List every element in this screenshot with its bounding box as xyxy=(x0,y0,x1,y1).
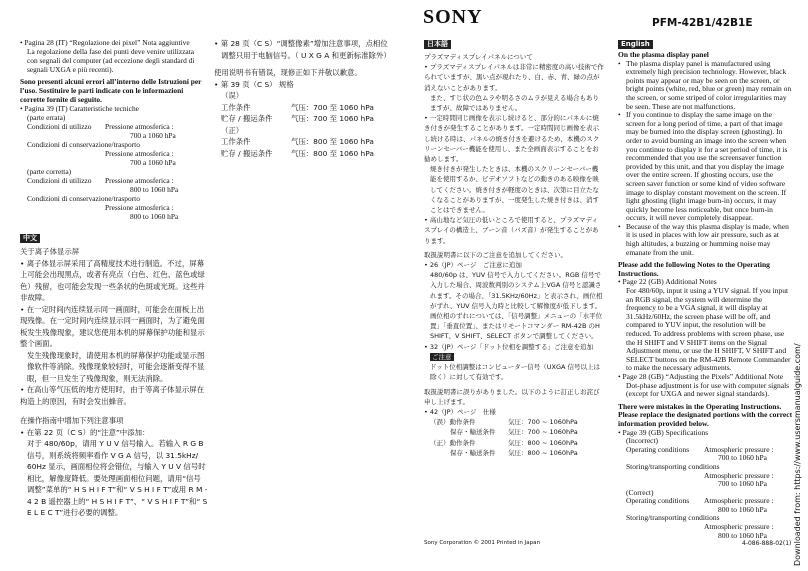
english-label: English xyxy=(618,40,653,49)
model-number: PFM-42B1/42B1E xyxy=(652,17,753,29)
japanese-bullet-1b: また、すじ状の色ムラや明るさのムラが見える場合もありますが、故障ではありません。 xyxy=(430,93,599,113)
japanese-add-1c: 画位相のずれについては、「信号調整」メニューの「水平位置」「垂直位置」、またはリモートコマンダー RM-42B のH SHIFT、V SHIFT、SELECT ボタンで調整してください。 xyxy=(430,312,603,341)
chinese-top-l1: • 第 28 页（C S）“调整像素”增加注意事项，点相位 xyxy=(214,39,388,48)
japanese-wrong2: 保存・輸送条件 xyxy=(450,428,496,437)
english-op-v1: Atmospheric pressure : xyxy=(704,444,774,454)
english-p22-body: For 480/60p, input it using a YUV signal. If you input an RGB signal, the system will determine the frequency to be a VGA signal, it will display at 31.5kHz/60Hz, the screen phase will be off, and compared to YUV input, the resolution will be reduced. To address problems with screen phase, use the H SHIFT and V SHIFT items on the Signal Adjustment menu, or use the H SHIFT, V SHIFT and SELECT buttons on the RM-42B Remote Commander to make the necessary adjustments. xyxy=(626,286,791,373)
english-op-v2: 700 to 1060 hPa xyxy=(718,453,767,463)
chinese-top-wrong: （误） xyxy=(221,91,244,100)
italian-spec-heading: • Pagina 39 (IT) Caratteristiche tecniche xyxy=(20,104,139,113)
italian-column xyxy=(20,38,205,221)
chinese-add-1b: 对于 480/60p，请用 Y U V 信号输入。若输入 R G B 信号，则系统将频率看作 V G A 信号，以 31.5kHz/ 60Hz 显示，画面相位将会错位，与输入 Y U V 信号时相比，解像度降低。要处理画面相位问题，请用“信号调整”菜单的“ H S H I F T”和“ V S H I F T”或用 R M - 4 2 B 遥控器上的“ H S H I F T”、“ V S H I F T”和“ S E L E C T”进行必要的调整。 xyxy=(27,439,208,517)
english-bullet-2: • If you continue to display the same image on the screen for a long period of time, a part of that image may be burned into the display screen (ghosting). In order to avoid burning an image into the screen when you continue to display it for a set period of time, it is recommended that you use the screensaver function provided by this unit, and that you display the image over the entire screen. If ghosting occurs, use the screen saver function or some kind of video software image to display constant movement on the screen. If light ghosting (light image burn-in) occurs, it may quickly become less noticeable, but once burn-in occurs, it will never completely disappear. xyxy=(618,111,793,223)
japanese-right2: 保存・輸送条件 xyxy=(450,448,496,457)
sony-logo: SONY xyxy=(423,6,483,28)
english-err-heading: There were mistakes in the Operating Instructions. Please replace the designated portions with the correct information provided below. xyxy=(618,401,793,428)
japanese-right: （正）動作条件 xyxy=(430,438,476,447)
japanese-bullet-1: • プラズマディスプレイパネルは非常に精密度の高い技術で作られていますが、黒い点が現れたり、白、赤、青、緑の点が消えないことがあります。 xyxy=(424,63,604,92)
english-incorrect: (Incorrect) xyxy=(626,436,659,446)
english-st-v2: 700 to 1060 hPa xyxy=(718,479,767,489)
italian-use2-val: Pressione atmosferica : xyxy=(105,176,174,185)
english-st-v1: Atmospheric pressure : xyxy=(704,470,774,480)
italian-note-pixel: • Pagina 28 (IT) “Regolazione dei pixel” Nota aggiuntive xyxy=(20,38,190,47)
english-op2-v2: 800 to 1060 hPa xyxy=(718,504,767,514)
chinese-add-1: • 在第 22 页（C S）的“注意”中添加： xyxy=(20,427,150,437)
japanese-footer: Sony Corporation © 2001 Printed in Japan xyxy=(424,540,540,546)
english-bullet-3: • Because of the way this plasma display is made, when it is used in places with low air pressure, such as at high altitudes, a buzzing or humming noise may emanate from the unit. xyxy=(618,223,793,257)
english-st2-v2: 800 to 1060 hPa xyxy=(718,530,767,540)
chinese-title: 关于离子体显示屏 xyxy=(20,247,80,256)
english-add-heading: Please add the following Notes to the Operating Instructions. xyxy=(618,260,770,278)
italian-errors-heading: Sono presenti alcuni errori all’interno delle Istruzioni per l’uso. Sostituire le parti indicate con le informazioni corrette fornite di seguito. xyxy=(20,77,202,104)
english-st: Storing/transporting conditions xyxy=(626,461,720,471)
italian-store2-val: Pressione atmosferica : xyxy=(105,203,174,212)
part-number: 4-086-888-02(1) xyxy=(742,540,792,547)
chinese-bullet-3: • 在高山等气压低的地方使用时，由于等离子体显示屏在构造上的原因，有时会发出蜂音。 xyxy=(20,385,205,406)
japanese-spec: • 42（JP）ページ 仕様 xyxy=(424,407,496,416)
italian-note-pixel-body: La regolazione della fase dei punti deve venire utilizzata con segnali del computer (ad eccezione degli standard di segnali UXGA e più recenti). xyxy=(27,47,195,74)
japanese-note-label: ご注意 xyxy=(432,352,452,361)
chinese-top-storage: 贮存 / 搬运条件 xyxy=(221,114,273,123)
italian-use2-val2: 800 to 1060 hPa xyxy=(130,185,179,194)
japanese-column xyxy=(424,52,604,458)
japanese-right-v: 気圧：800 ~ 1060hPa xyxy=(508,438,578,447)
chinese-top-work-v: 气压：700 至 1060 hPa xyxy=(291,102,374,112)
download-source-link[interactable]: Downloaded from: https://www.usersmanualguide.com/ xyxy=(793,343,802,566)
japanese-add-1b: 480/60p は、YUV 信号で入力してください。RGB 信号で入力した場合、周波数判別のシステム上VGA 信号と認識されます。その場合、「31.5KHz/60Hz」と表示され、画位相がずれ、YUV 信号入力時と比較して解像度が低下します。 xyxy=(430,271,603,310)
japanese-add-2b: ドット位相調整はコンピューター信号（UXGA 信号以上は除く）に対して有効です。 xyxy=(430,363,601,382)
japanese-add-heading: 取扱説明書に以下のご注意を追加してください。 xyxy=(424,250,567,259)
italian-store-val2: 700 a 1060 hPa xyxy=(130,158,176,167)
english-p28-body: Dot-phase adjustment is for use with computer signals (except for UXGA and newer signal standards). xyxy=(626,380,790,399)
italian-use-val2: 700 a 1060 hPa xyxy=(130,131,176,140)
chinese-add-heading: 在操作指南中增加下列注意事项 xyxy=(20,416,124,425)
japanese-add-1: • 26（JP）ページ ご注意に追加 xyxy=(424,261,522,270)
chinese-top-l3: 使用说明书有错误，现修正如下并敬以歉意。 xyxy=(214,68,362,77)
chinese-top-right: （正） xyxy=(221,125,244,135)
italian-store-label: Condizioni di conservazione/trasporto xyxy=(27,140,140,149)
english-bullet-1: • The plasma display panel is manufactured using extremely high precision technology. However, black points may appear or may be seen on the screen, or bright points (white, red, blue or green) may remain on the screen, or some striped of color irregularities may be seen. These are not malfunctions. xyxy=(618,60,793,112)
chinese-bullet-2b: 发生残像现象时，请使用本机的屏幕保护功能或显示图像软件等消除。残像现象较轻时，可能会逐渐变得不显眼，但一旦发生了残像现象，则无法消除。 xyxy=(27,350,205,383)
english-op2-v1: Atmospheric pressure : xyxy=(704,496,774,506)
english-p22: • Page 22 (GB) Additional Notes xyxy=(618,277,717,287)
english-st2-v1: Atmospheric pressure : xyxy=(704,522,774,532)
japanese-bullet-2b: 焼き付きが発生したときは、本機のスクリーンセーバー機能を使用するか、ビデオソフトなどの動きのある映像を映してください。焼き付きが軽度のときは、次第に目立たなくなることがありますが、一度発生した焼き付きは、消すことはできません。 xyxy=(430,165,599,215)
chinese-column xyxy=(20,246,208,519)
italian-corretta-label: (parte corretta) xyxy=(27,167,72,176)
japanese-wrong-v: 気圧：700 ~ 1060hPa xyxy=(508,418,578,427)
english-correct: (Correct) xyxy=(626,487,654,497)
italian-use-label: Condizioni di utilizzo xyxy=(27,122,92,131)
chinese-top-work2: 工作条件 xyxy=(221,137,251,146)
chinese-top-storage-v: 气压：700 至 1060 hPa xyxy=(291,114,374,123)
chinese-top-column xyxy=(214,38,394,159)
japanese-err-heading: 取扱説明書に誤りがありました。以下のように訂正しお詫び申し上げます。 xyxy=(424,387,600,406)
english-column xyxy=(618,51,793,540)
english-st2: Storing/transporting conditions xyxy=(626,513,720,523)
italian-errata-label: (parte errata) xyxy=(27,113,66,122)
chinese-label: 中文 xyxy=(20,234,40,243)
chinese-bullet-2: • 在一定时间内连续显示同一画面时，可能会在面板上出现残像。在一定时间内连续显示同一画面时，为了避免面板发生残像现象，建议您使用本机的屏幕保护功能和显示整个画面。 xyxy=(20,304,205,348)
italian-use-val: Pressione atmosferica : xyxy=(105,122,174,131)
italian-store2-val2: 800 to 1060 hPa xyxy=(130,212,179,221)
japanese-title: プラズマディスプレイパネルについて xyxy=(424,53,533,61)
japanese-label: 日本語 xyxy=(424,40,451,49)
chinese-top-work2-v: 气压：800 至 1060 hPa xyxy=(291,137,374,146)
chinese-top-work: 工作条件 xyxy=(221,102,251,112)
chinese-top-storage2: 贮存 / 搬运条件 xyxy=(221,148,273,158)
italian-store-val: Pressione atmosferica : xyxy=(105,149,174,158)
english-op: Operating conditions xyxy=(626,444,690,454)
japanese-bullet-2: • 一定時間同じ画像を表示し続けると、部分的にパネルに焼き付きが発生することがあります。一定時間同じ画像を表示し続ける時は、パネルの焼き付きを避けるため、本機のスクリーンセーバー機能を使用し、また全画面表示することをお勧めします。 xyxy=(424,114,600,164)
italian-store2-label: Condizioni di conservazione/trasporto xyxy=(27,194,140,203)
english-title: On the plasma display panel xyxy=(618,50,709,59)
chinese-bullet-1: • 离子体显示屏采用了高精度技术进行制造。不过，屏幕上可能会出现黑点，或者有亮点（白色、红色、蓝色或绿色）残留，也可能会发现一些条状的色斑或光斑。这些并非故障。 xyxy=(20,258,205,302)
japanese-right2-v: 気圧：800 ~ 1060hPa xyxy=(508,448,578,457)
japanese-add-2: • 32（JP）ページ「ドット位相を調整する」ご注意を追加 xyxy=(424,342,594,351)
chinese-top-l4: • 第 39 页（C S） 规格 xyxy=(214,79,294,89)
italian-use2-label: Condizioni di utilizzo xyxy=(27,176,92,185)
english-op2: Operating conditions xyxy=(626,496,690,506)
chinese-top-storage2-v: 气压：800 至 1060 hPa xyxy=(291,148,374,158)
japanese-bullet-3: • 高山地など気圧の低いところで使用すると、プラズマディスプレイの構造上、ブーン音（バズ音）が発生することがあります。 xyxy=(424,216,599,245)
japanese-wrong: （誤）動作条件 xyxy=(430,418,476,427)
japanese-wrong2-v: 気圧：700 ~ 1060hPa xyxy=(508,428,578,437)
english-p28: • Page 28 (GB) “Adjusting the Pixels” Additional Note xyxy=(618,371,784,381)
english-p39: • Page 39 (GB) Specifications xyxy=(618,427,709,437)
chinese-top-l2: 调整只用于电脑信号。（ U X G A 和更新标准除外） xyxy=(221,50,391,60)
